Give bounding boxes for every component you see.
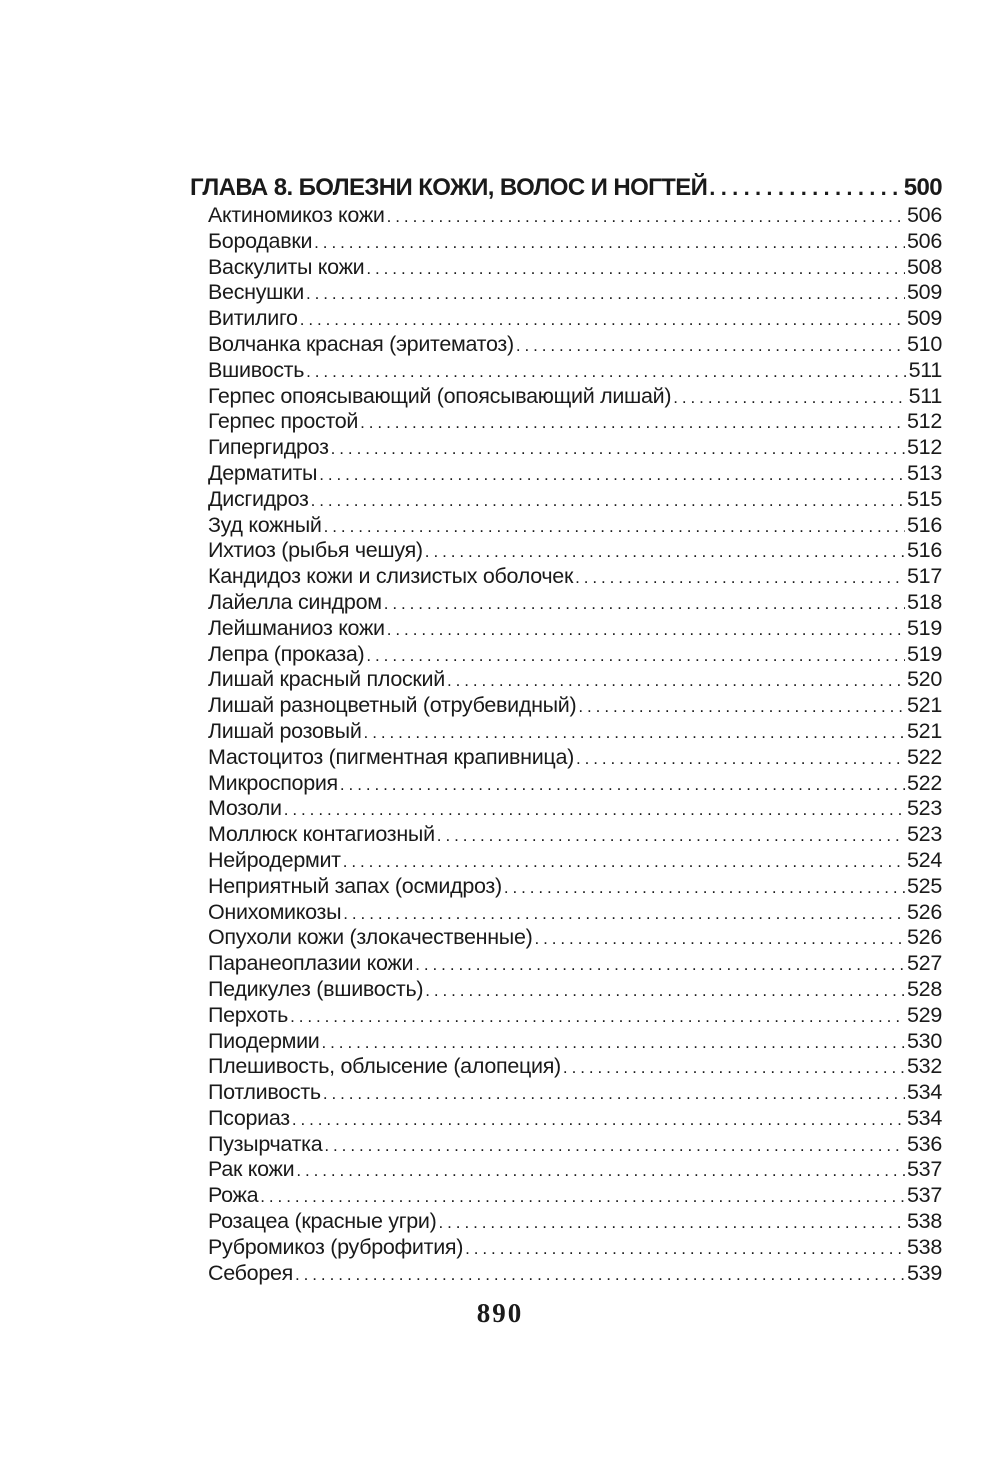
toc-entry [190,1054,942,1080]
entry-page: 510 [907,331,942,356]
toc-entry [190,384,942,410]
toc-entry [190,358,942,384]
dot-leader [384,591,905,617]
chapter-heading [190,172,942,203]
dot-leader [447,668,905,694]
toc-entry [190,1132,942,1158]
toc-entry [190,1003,942,1029]
toc-entry [190,461,942,487]
entry-title: Рак кожи [208,1157,295,1182]
toc-entry [190,616,942,642]
dot-leader [366,643,905,669]
entry-title: Лепра (проказа) [208,641,365,666]
entry-page: 513 [907,460,942,485]
dot-leader [709,172,901,203]
dot-leader [290,1004,905,1030]
dot-leader [260,1184,905,1210]
toc-entry [190,1080,942,1106]
entry-title: Васкулиты кожи [208,254,365,279]
entry-title: Себорея [208,1260,293,1285]
toc-entry [190,332,942,358]
entry-page: 539 [907,1260,942,1285]
toc-entry [190,280,942,306]
entry-page: 509 [907,280,942,305]
entry-title: Псориаз [208,1105,290,1130]
entry-page: 511 [908,383,942,408]
entry-page: 508 [907,254,942,279]
entry-page: 524 [907,847,942,872]
entry-page: 515 [907,486,942,511]
dot-leader [360,410,905,436]
entry-title: Рожа [208,1183,259,1208]
entry-title: Лишай красный плоский [208,667,445,692]
dot-leader [306,281,905,307]
entry-title: Нейродермит [208,847,341,872]
entry-page: 538 [907,1234,942,1259]
entry-page: 534 [907,1105,942,1130]
entry-page: 522 [907,770,942,795]
toc-entry [190,796,942,822]
entry-title: Пузырчатка [208,1131,323,1156]
entry-page: 537 [907,1157,942,1182]
toc-entry [190,693,942,719]
dot-leader [425,978,905,1004]
entry-page: 512 [907,435,942,460]
entry-page: 512 [907,409,942,434]
toc-entry [190,1029,942,1055]
entry-page: 526 [907,899,942,924]
entry-title: Перхоть [208,1002,289,1027]
dot-leader [319,462,905,488]
dot-leader [673,385,906,411]
entry-title: Гипергидроз [208,435,329,460]
dot-leader [343,901,905,927]
entry-title: Лейшманиоз кожи [208,615,385,640]
entry-title: Герпес опоясывающий (опоясывающий лишай) [208,383,672,408]
entry-page: 536 [907,1131,942,1156]
entry-title: Дисгидроз [208,486,309,511]
entry-title: Дерматиты [208,460,318,485]
entry-title: Педикулез (вшивость) [208,976,424,1001]
dot-leader [425,539,905,565]
entry-title: Лишай розовый [208,718,362,743]
dot-leader [322,1030,906,1056]
entry-title: Волчанка красная (эритематоз) [208,331,514,356]
toc-entry [190,513,942,539]
entry-title: Актиномикоз кожи [208,203,385,227]
dot-leader [311,488,905,514]
toc-entry [190,642,942,668]
dot-leader [516,333,905,359]
entry-title: Онихомикозы [208,899,342,924]
entry-list [190,203,942,1286]
toc-entry [190,771,942,797]
entry-title: Кандидоз кожи и слизистых оболочек [208,564,574,589]
dot-leader [306,359,906,385]
toc-entry [190,487,942,513]
dot-leader [324,1133,905,1159]
dot-leader [575,565,905,591]
toc-entry [190,538,942,564]
entry-page: 534 [907,1080,942,1105]
toc-entry [190,1261,942,1287]
dot-leader [437,823,905,849]
toc-entry [190,1106,942,1132]
entry-title: Лайелла синдром [208,589,382,614]
toc-entry [190,977,942,1003]
entry-page: 529 [907,1002,942,1027]
entry-page: 521 [907,693,942,718]
toc-entry [190,435,942,461]
entry-page: 521 [907,718,942,743]
chapter-page: 500 [903,174,942,201]
entry-page: 520 [907,667,942,692]
entry-title: Бородавки [208,228,313,253]
entry-title: Герпес простой [208,409,359,434]
entry-title: Потливость [208,1080,321,1105]
chapter-title: ГЛАВА 8. БОЛЕЗНИ КОЖИ, ВОЛОС И НОГТЕЙ [190,174,708,201]
entry-title: Лишай разноцветный (отрубевидный) [208,693,577,718]
dot-leader [340,772,905,798]
entry-title: Пиодермии [208,1028,320,1053]
dot-leader [534,926,905,952]
toc-entry [190,1235,942,1261]
entry-title: Веснушки [208,280,304,305]
entry-title: Розацеа (красные угри) [208,1209,437,1234]
dot-leader [364,720,905,746]
entry-page: 525 [907,873,942,898]
toc-entry [190,409,942,435]
dot-leader [284,797,905,823]
entry-title: Вшивость [208,357,305,382]
toc-entry [190,1157,942,1183]
dot-leader [296,1158,905,1184]
dot-leader [465,1236,905,1262]
entry-title: Микроспория [208,770,338,795]
toc-entry [190,822,942,848]
entry-title: Опухоли кожи (злокачественные) [208,925,533,950]
entry-page: 517 [907,564,942,589]
entry-title: Мозоли [208,796,282,821]
dot-leader [387,617,905,643]
entry-title: Неприятный запах (осмидроз) [208,873,502,898]
table-of-contents [190,172,942,1286]
toc-entry [190,1209,942,1235]
toc-entry [190,229,942,255]
entry-title: Моллюск контагиозный [208,822,435,847]
entry-title: Рубромикоз (руброфития) [208,1234,464,1259]
entry-title: Зуд кожный [208,512,322,537]
toc-entry [190,951,942,977]
dot-leader [323,1081,905,1107]
entry-title: Ихтиоз (рыбья чешуя) [208,538,423,563]
dot-leader [295,1262,905,1288]
toc-entry [190,255,942,281]
entry-page: 530 [907,1028,942,1053]
entry-page: 518 [907,589,942,614]
entry-page: 506 [907,228,942,253]
entry-page: 519 [907,615,942,640]
entry-page: 532 [907,1054,942,1079]
toc-entry [190,900,942,926]
entry-page: 538 [907,1209,942,1234]
toc-entry [190,564,942,590]
dot-leader [439,1210,906,1236]
toc-entry [190,306,942,332]
dot-leader [292,1107,905,1133]
entry-page: 506 [907,203,942,227]
dot-leader [576,746,905,772]
dot-leader [366,256,905,282]
toc-entry [190,719,942,745]
entry-page: 522 [907,744,942,769]
dot-leader [387,204,905,230]
entry-page: 523 [907,822,942,847]
toc-entry [190,1183,942,1209]
entry-title: Паранеоплазии кожи [208,951,414,976]
dot-leader [331,436,905,462]
entry-page: 511 [908,357,942,382]
toc-entry [190,590,942,616]
entry-page: 516 [907,512,942,537]
entry-page: 509 [907,306,942,331]
entry-page: 537 [907,1183,942,1208]
dot-leader [563,1055,905,1081]
toc-entry [190,745,942,771]
entry-page: 523 [907,796,942,821]
dot-leader [300,307,905,333]
toc-entry [190,874,942,900]
page-number: 890 [476,1298,524,1328]
entry-title: Витилиго [208,306,298,331]
entry-page: 516 [907,538,942,563]
dot-leader [504,875,905,901]
toc-entry [190,203,942,229]
dot-leader [314,230,905,256]
entry-page: 519 [907,641,942,666]
dot-leader [343,849,905,875]
entry-page: 527 [907,951,942,976]
toc-entry [190,667,942,693]
entry-page: 526 [907,925,942,950]
dot-leader [578,694,905,720]
entry-title: Мастоцитоз (пигментная крапивница) [208,744,574,769]
entry-page: 528 [907,976,942,1001]
entry-title: Плешивость, облысение (алопеция) [208,1054,561,1079]
dot-leader [415,952,905,978]
toc-entry [190,925,942,951]
dot-leader [324,514,905,540]
toc-entry [190,848,942,874]
